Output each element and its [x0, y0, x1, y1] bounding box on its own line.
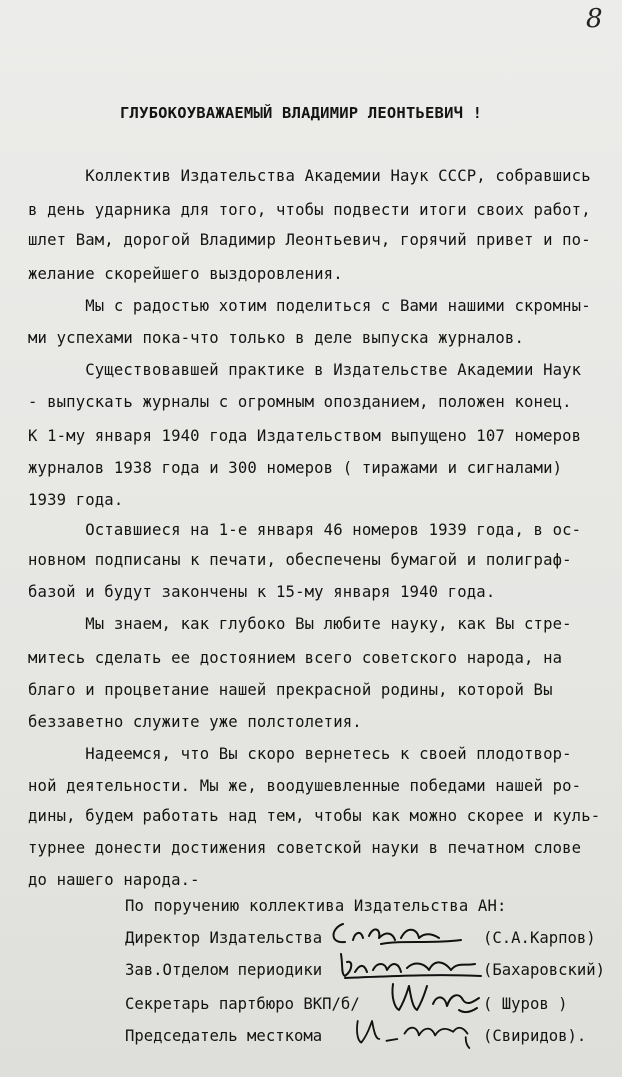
- body-line: Коллектив Издательства Академии Наук СССР, собравшись: [28, 167, 591, 185]
- signatory-row: [125, 960, 605, 990]
- body-line: в день ударника для того, чтобы подвести итоги своих работ,: [28, 201, 591, 219]
- body-line: Существовавшей практике в Издательстве Академии Наук: [28, 361, 582, 379]
- signatory-row: [125, 1026, 605, 1056]
- body-line: ной деятельности. Мы же, воодушевленные победами нашей ро-: [28, 777, 582, 795]
- handwritten-signature: [387, 980, 483, 1016]
- salutation-heading: ГЛУБОКОУВАЖАЕМЫЙ ВЛАДИМИР ЛЕОНТЬЕВИЧ !: [120, 104, 483, 122]
- handwritten-signature: [335, 946, 485, 982]
- body-line: Надеемся, что Вы скоро вернетесь к своей плодотвор-: [28, 745, 572, 763]
- handwritten-signature: [343, 1012, 493, 1048]
- body-line: до нашего народа.-: [28, 871, 200, 889]
- body-line: шлет Вам, дорогой Владимир Леонтьевич, горячий привет и по-: [28, 231, 591, 249]
- body-line: митесь сделать ее достоянием всего советского народа, на: [28, 649, 563, 667]
- body-line: турнее донести достижения советской науки в печатном слове: [28, 839, 582, 857]
- signatory-title: Директор Издательства: [125, 929, 323, 947]
- signatory-title: Секретарь партбюро ВКП/б/: [125, 995, 360, 1013]
- body-line: Мы с радостью хотим поделиться с Вами нашими скромны-: [28, 297, 591, 315]
- body-line: журналов 1938 года и 300 номеров ( тиражами и сигналами): [28, 459, 563, 477]
- body-line: Мы знаем, как глубоко Вы любите науку, как Вы стре-: [28, 615, 572, 633]
- body-line: желание скорейшего выздоровления.: [28, 265, 343, 283]
- body-line: Оставшиеся на 1-е января 46 номеров 1939 года, в ос-: [28, 521, 582, 539]
- body-line: К 1-му января 1940 года Издательством выпущено 107 номеров: [28, 427, 582, 445]
- page-number: 8: [586, 4, 603, 34]
- signatory-name: ( Шуров ): [483, 995, 568, 1013]
- body-line: 1939 года.: [28, 491, 124, 509]
- body-line: ми успехами пока-что только в деле выпуска журналов.: [28, 329, 524, 347]
- signatory-name: (С.А.Карпов): [483, 929, 596, 947]
- body-line: базой и будут закончены к 15-му января 1940 года.: [28, 583, 496, 601]
- signatory-title: Председатель месткома: [125, 1027, 323, 1045]
- signatory-name: (Свиридов).: [483, 1027, 587, 1045]
- body-line: благо и процветание нашей прекрасной родины, которой Вы: [28, 681, 553, 699]
- signatory-name: (Бахаровский): [483, 961, 606, 979]
- body-line: - выпускать журналы с огромным опозданием, положен конец.: [28, 393, 572, 411]
- handwritten-signature: [321, 914, 471, 950]
- closing-line: По поручению коллектива Издательства АН:: [125, 897, 507, 915]
- body-line: дины, будем работать над тем, чтобы как можно скорее и куль-: [28, 807, 601, 825]
- body-line: новном подписаны к печати, обеспечены бумагой и полиграф-: [28, 551, 572, 569]
- signatory-title: Зав.Отделом периодики: [125, 961, 323, 979]
- body-line: беззаветно служите уже полстолетия.: [28, 713, 362, 731]
